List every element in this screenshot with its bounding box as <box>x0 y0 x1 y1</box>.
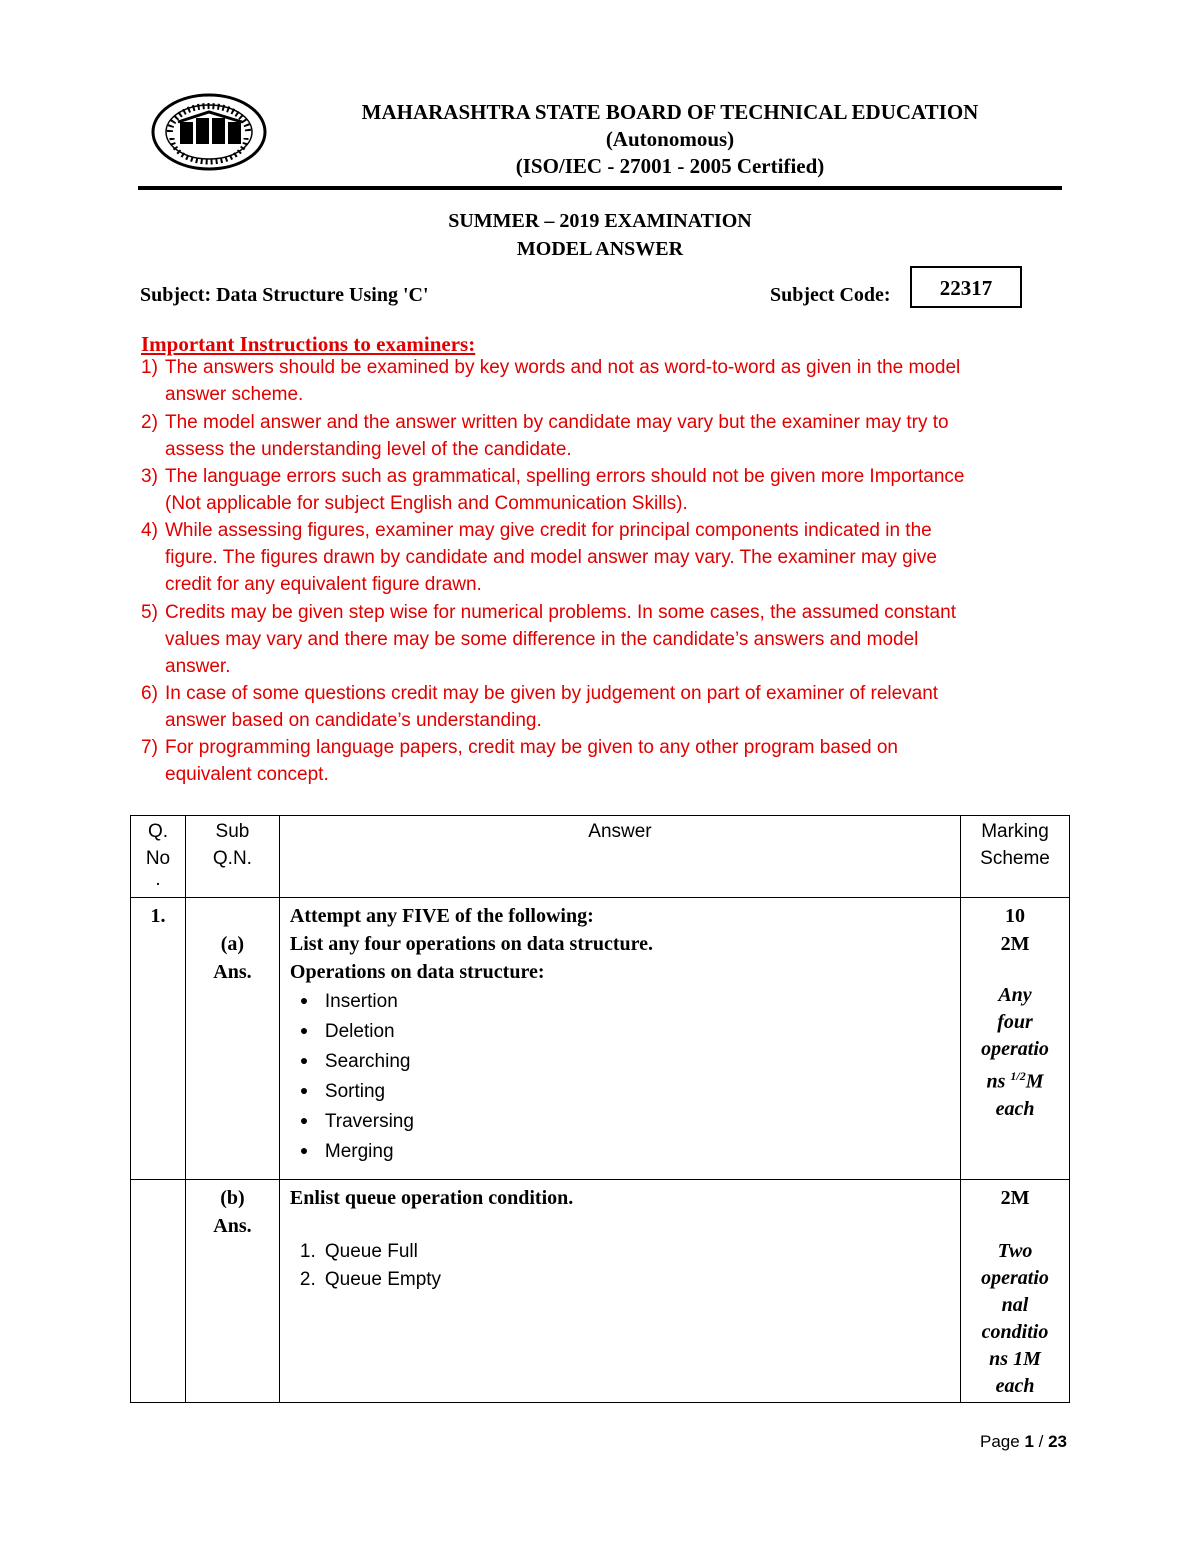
table-row <box>131 1180 1070 1403</box>
scheme-line: conditio <box>981 1321 1049 1343</box>
marking-cell <box>961 898 1070 1180</box>
model-answer-table <box>130 815 1070 1403</box>
marking-scheme-text <box>967 982 1063 1123</box>
page-prefix: Page <box>980 1432 1025 1451</box>
scheme-line: operatio <box>981 1267 1049 1289</box>
instruction-line: The model answer and the answer written by candidate may vary but the examiner may try to <box>165 412 949 433</box>
instruction-line: For programming language papers, credit may be given to any other program based on <box>165 737 898 758</box>
header-qno <box>131 816 186 898</box>
bullet-icon: ● <box>299 1082 309 1098</box>
spacer <box>290 1212 954 1238</box>
list-item <box>290 986 954 1016</box>
instruction-line: answer. <box>165 656 231 677</box>
list-item <box>290 1238 954 1266</box>
header-answer: Answer <box>279 816 960 898</box>
instruction-number: 2) <box>141 412 158 433</box>
autonomous-label: (Autonomous) <box>605 127 735 151</box>
subject-name: Subject: Data Structure Using 'C' <box>140 284 429 306</box>
header-marking-line: Scheme <box>980 848 1050 869</box>
exam-subtitle: MODEL ANSWER <box>516 238 684 260</box>
instructions-title: Important Instructions to examiners: <box>141 332 476 356</box>
instruction-line: While assessing figures, examiner may give credit for principal components indicated in the <box>165 520 932 541</box>
scheme-line: nal <box>1001 1294 1029 1316</box>
table-row <box>131 898 1070 1180</box>
answer-cell <box>279 1180 960 1403</box>
scheme-line: each <box>995 1375 1035 1397</box>
scheme-fraction: 1/2 <box>1010 1069 1026 1083</box>
spacer <box>967 1212 1063 1238</box>
header-qno-line: No <box>145 848 171 869</box>
header-divider <box>138 186 1062 190</box>
scheme-line: each <box>995 1097 1035 1120</box>
answer-heading: Operations on data structure: <box>289 961 545 983</box>
scheme-line: Any <box>998 984 1032 1006</box>
header-qno-line: . <box>155 869 161 890</box>
instruction-item <box>141 599 1071 680</box>
list-item-text: Sorting <box>324 1081 386 1102</box>
total-marks: 10 <box>1005 905 1025 927</box>
answer-cell <box>279 898 960 1180</box>
header-qno-line: Q. <box>147 821 169 842</box>
table-header-row <box>131 816 1070 898</box>
instruction-line: assess the understanding level of the candidate. <box>165 439 572 460</box>
instruction-line: figure. The figures drawn by candidate and model answer may vary. The examiner may give <box>165 547 937 568</box>
subquestion-cell <box>185 898 279 1180</box>
list-item-text: Queue Empty <box>324 1269 442 1290</box>
header-subqn-line: Sub <box>215 821 250 842</box>
instruction-number: 3) <box>141 466 158 487</box>
instruction-item <box>141 734 1071 788</box>
scheme-line <box>967 1063 1063 1096</box>
scheme-fragment: M <box>1025 1070 1044 1093</box>
instruction-number: 7) <box>141 737 158 758</box>
list-item <box>290 1016 954 1046</box>
list-item <box>290 1106 954 1136</box>
question-marks: 2M <box>1000 1187 1030 1209</box>
instruction-number: 5) <box>141 602 158 623</box>
list-item <box>290 1136 954 1166</box>
instruction-item <box>141 354 1071 408</box>
scheme-fragment: ns <box>986 1070 1011 1093</box>
list-number: 2. <box>299 1269 316 1290</box>
list-item-text: Insertion <box>324 991 398 1012</box>
list-item-text: Traversing <box>324 1111 414 1132</box>
header-subqn-line: Q.N. <box>212 848 252 869</box>
list-item-text: Queue Full <box>324 1241 418 1262</box>
header-marking-line: Marking <box>981 821 1049 842</box>
bullet-icon: ● <box>299 1052 309 1068</box>
iso-certification: (ISO/IEC - 27001 - 2005 Certified) <box>515 154 825 178</box>
instruction-line: Credits may be given step wise for numerical problems. In some cases, the assumed constant <box>165 602 956 623</box>
subquestion-cell <box>185 1180 279 1403</box>
list-item-text: Searching <box>324 1051 411 1072</box>
subquestion-label: (a) <box>220 933 245 955</box>
instruction-line: credit for any equivalent figure drawn. <box>165 574 482 595</box>
scheme-line: Two <box>997 1240 1033 1262</box>
instruction-line: In case of some questions credit may be given by judgement on part of examiner of relevant <box>165 683 939 704</box>
header-subqn <box>185 816 279 898</box>
instruction-number: 1) <box>141 357 158 378</box>
instruction-item <box>141 409 1071 463</box>
list-item-text: Merging <box>324 1141 394 1162</box>
board-name: MAHARASHTRA STATE BOARD OF TECHNICAL EDUCATION <box>361 100 979 124</box>
marking-cell <box>961 1180 1070 1403</box>
question-marks: 2M <box>1000 933 1030 955</box>
instruction-item <box>141 463 1071 517</box>
empty-cell <box>131 1180 186 1403</box>
bullet-icon: ● <box>299 1022 309 1038</box>
instruction-number: 4) <box>141 520 158 541</box>
total-pages: 23 <box>1048 1432 1067 1451</box>
instruction-line: (Not applicable for subject English and Communication Skills). <box>165 493 688 514</box>
instruction-line: answer based on candidate’s understanding. <box>165 710 542 731</box>
header-marking <box>961 816 1070 898</box>
question-number: 1. <box>131 898 186 1180</box>
instruction-text: Attempt any FIVE of the following: <box>289 905 594 927</box>
instruction-line: equivalent concept. <box>165 764 329 785</box>
conditions-list <box>290 1238 954 1294</box>
instruction-item <box>141 517 1071 598</box>
scheme-line: operatio <box>981 1038 1049 1060</box>
list-item <box>290 1076 954 1106</box>
subject-code-label: Subject Code: <box>770 284 891 306</box>
subquestion-label: (b) <box>220 1187 245 1209</box>
list-item-text: Deletion <box>324 1021 395 1042</box>
list-item <box>290 1046 954 1076</box>
marking-scheme-text <box>967 1238 1063 1400</box>
question-text: List any four operations on data structure. <box>289 933 654 955</box>
bullet-icon: ● <box>299 992 309 1008</box>
instruction-line: values may vary and there may be some difference in the candidate’s answers and model <box>165 629 919 650</box>
scheme-line: ns 1M <box>989 1348 1041 1370</box>
page-number <box>980 1432 1067 1452</box>
page-separator: / <box>1033 1432 1049 1451</box>
operations-list <box>290 986 954 1166</box>
bullet-icon: ● <box>299 1142 309 1158</box>
spacer <box>967 958 1063 982</box>
instruction-line: answer scheme. <box>165 384 304 405</box>
instruction-line: The language errors such as grammatical, spelling errors should not be given more Importance <box>165 466 965 487</box>
question-text: Enlist queue operation condition. <box>289 1187 574 1209</box>
instruction-line: The answers should be examined by key words and not as word-to-word as given in the model <box>165 357 961 378</box>
scheme-line: four <box>997 1011 1033 1033</box>
instruction-number: 6) <box>141 683 158 704</box>
subject-code-box: 22317 <box>910 266 1022 308</box>
current-page: 1 <box>1024 1432 1034 1451</box>
ans-label: Ans. <box>213 1215 252 1237</box>
exam-title: SUMMER – 2019 EXAMINATION <box>448 210 752 232</box>
instruction-item <box>141 680 1071 734</box>
list-number: 1. <box>299 1241 316 1262</box>
ans-label: Ans. <box>213 961 252 983</box>
list-item <box>290 1266 954 1294</box>
bullet-icon: ● <box>299 1112 309 1128</box>
